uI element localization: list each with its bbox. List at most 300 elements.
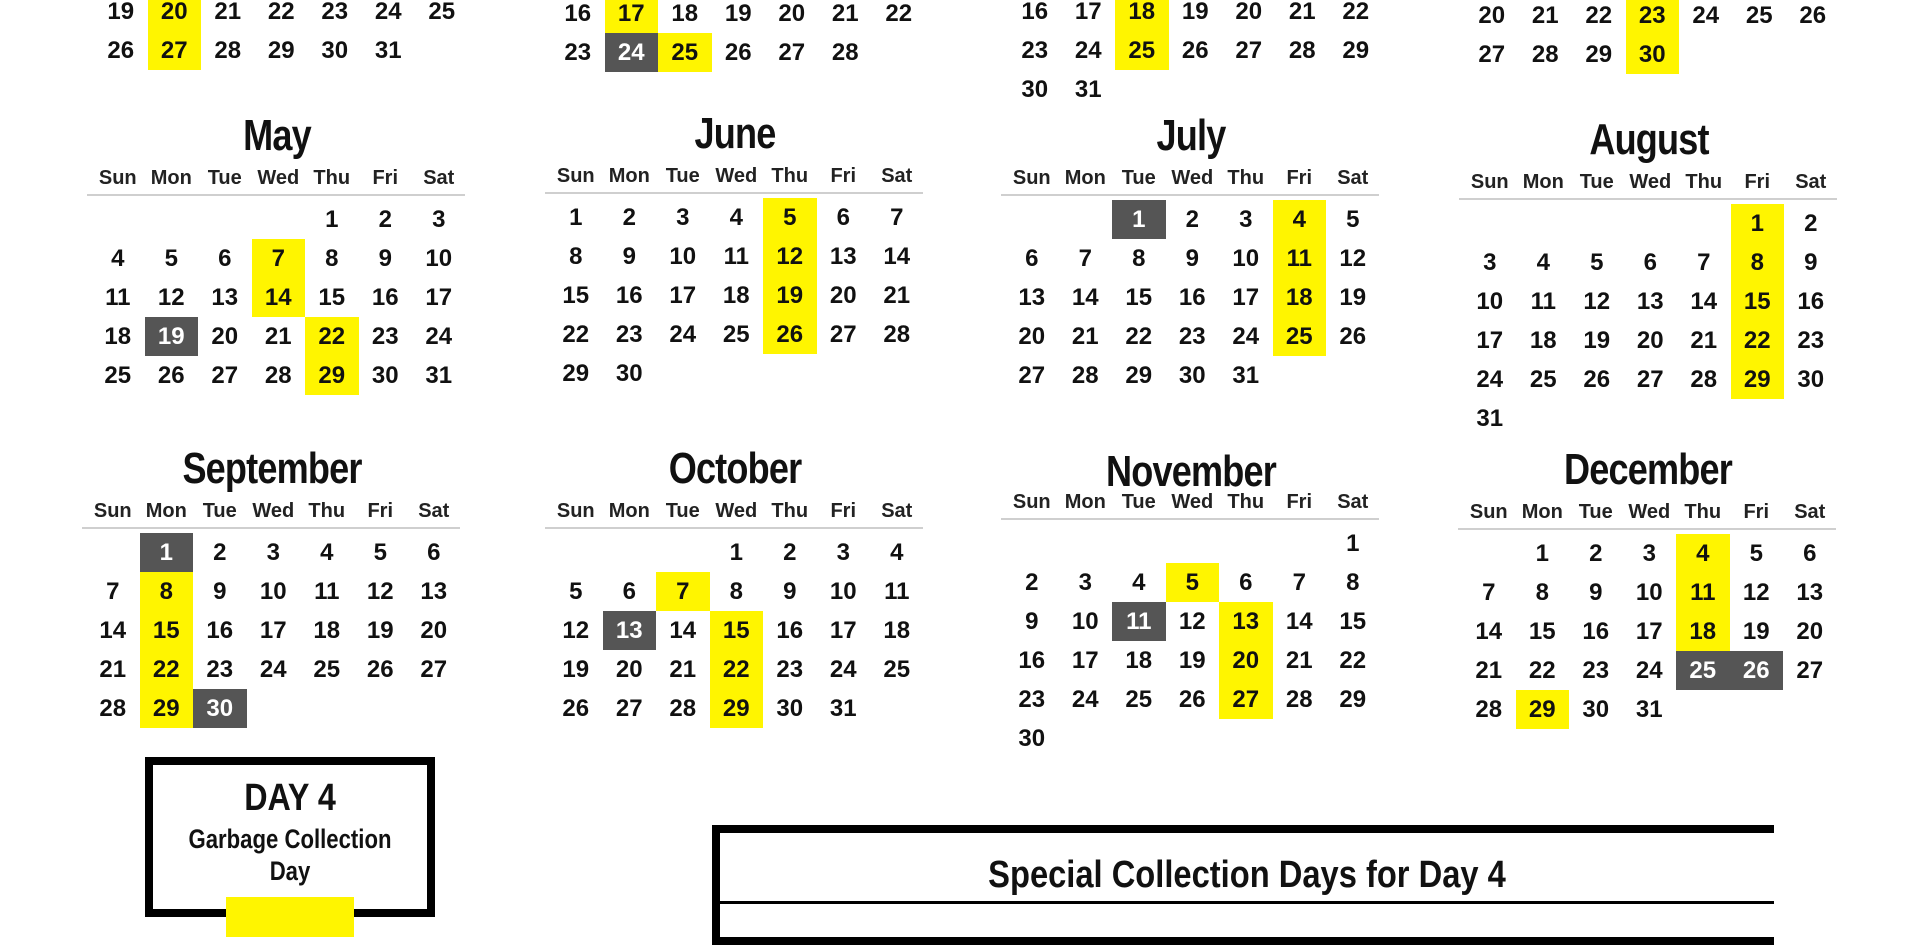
day-cell: 25 bbox=[1529, 366, 1557, 393]
day-cell: 12 bbox=[1178, 608, 1206, 635]
day-cell: 3 bbox=[1483, 249, 1497, 276]
day-cell: 17 bbox=[425, 284, 453, 311]
day-cell: 27 bbox=[1796, 657, 1824, 684]
day-cell: 30 bbox=[1018, 725, 1046, 752]
day-cell: 3 bbox=[676, 204, 690, 231]
collection-day-cell: 15 bbox=[710, 611, 764, 650]
weekday-label: Sat bbox=[1337, 167, 1369, 189]
day-grid bbox=[1001, 524, 1381, 758]
day-cell: 19 bbox=[1339, 284, 1367, 311]
day-cell: 13 bbox=[211, 284, 239, 311]
weekday-label: Fri bbox=[372, 167, 399, 189]
empty-day-cell bbox=[603, 533, 657, 572]
weekday-label: Sun bbox=[98, 167, 137, 189]
special-day-cell: 1 bbox=[140, 533, 194, 572]
day-cell: 19 bbox=[107, 0, 135, 25]
day-cell: 4 bbox=[111, 245, 125, 272]
empty-day-cell bbox=[656, 533, 710, 572]
day-cell: 2 bbox=[1589, 540, 1603, 567]
day-cell: 12 bbox=[157, 284, 185, 311]
weekday-header bbox=[82, 499, 460, 529]
day-cell: 30 bbox=[615, 360, 643, 387]
day-cell: 30 bbox=[1178, 362, 1206, 389]
month-title: August bbox=[1589, 115, 1709, 164]
day-cell: 17 bbox=[1476, 327, 1504, 354]
day-grid bbox=[1001, 200, 1381, 395]
collection-day-cell: 25 bbox=[658, 33, 712, 72]
day-cell: 5 bbox=[1590, 249, 1604, 276]
empty-day-cell bbox=[198, 200, 252, 239]
empty-day-cell bbox=[86, 533, 140, 572]
day-cell: 31 bbox=[1476, 405, 1504, 432]
day-cell: 19 bbox=[1583, 327, 1611, 354]
collection-day-cell: 7 bbox=[656, 572, 710, 611]
day-cell: 21 bbox=[264, 323, 292, 350]
collection-day-cell: 13 bbox=[1219, 602, 1273, 641]
day-cell: 7 bbox=[106, 578, 120, 605]
day-cell: 1 bbox=[729, 539, 743, 566]
day-cell: 7 bbox=[890, 204, 904, 231]
weekday-label: Tue bbox=[665, 165, 700, 187]
empty-day-cell bbox=[1677, 204, 1731, 243]
day-cell: 9 bbox=[783, 578, 797, 605]
weekday-label: Thu bbox=[1685, 171, 1723, 193]
day-cell: 2 bbox=[622, 204, 636, 231]
day-cell: 14 bbox=[1475, 618, 1503, 645]
day-cell: 11 bbox=[105, 284, 131, 311]
collection-day-cell: 4 bbox=[1676, 534, 1730, 573]
day-cell: 29 bbox=[562, 360, 590, 387]
collection-day-cell: 18 bbox=[1676, 612, 1730, 651]
day-cell: 14 bbox=[883, 243, 911, 270]
day-cell: 28 bbox=[1531, 41, 1559, 68]
legend-title: DAY 4 bbox=[244, 777, 336, 819]
month-title: November bbox=[1106, 447, 1276, 496]
weekday-header bbox=[1458, 500, 1836, 530]
day-cell: 21 bbox=[1475, 657, 1503, 684]
empty-day-cell bbox=[1112, 524, 1166, 563]
day-cell: 25 bbox=[722, 321, 750, 348]
empty-day-cell bbox=[1624, 204, 1678, 243]
collection-day-cell: 23 bbox=[1626, 0, 1680, 35]
collection-day-cell: 1 bbox=[1731, 204, 1785, 243]
collection-day-cell: 8 bbox=[140, 572, 194, 611]
day-cell: 21 bbox=[1288, 0, 1316, 25]
day-cell: 8 bbox=[1132, 245, 1146, 272]
day-grid bbox=[1459, 204, 1839, 438]
special-day-cell: 24 bbox=[605, 33, 659, 72]
weekday-label: Thu bbox=[771, 500, 809, 522]
day-cell: 28 bbox=[1475, 696, 1503, 723]
day-grid bbox=[545, 533, 925, 728]
day-cell: 3 bbox=[1078, 569, 1092, 596]
day-cell: 30 bbox=[776, 695, 804, 722]
special-day-cell: 26 bbox=[1730, 651, 1784, 690]
day-cell: 21 bbox=[883, 282, 911, 309]
day-cell: 4 bbox=[729, 204, 743, 231]
partial-month-2 bbox=[547, 0, 927, 72]
day-cell: 28 bbox=[669, 695, 697, 722]
day-cell: 8 bbox=[325, 245, 339, 272]
day-cell: 21 bbox=[214, 0, 242, 25]
day-cell: 12 bbox=[366, 578, 394, 605]
empty-day-cell bbox=[91, 200, 145, 239]
empty-day-cell bbox=[1219, 524, 1273, 563]
day-cell: 22 bbox=[885, 0, 913, 27]
day-cell: 22 bbox=[1339, 647, 1367, 674]
day-cell: 9 bbox=[1025, 608, 1039, 635]
day-cell: 22 bbox=[1585, 2, 1613, 29]
day-cell: 23 bbox=[1582, 657, 1610, 684]
day-cell: 1 bbox=[1535, 540, 1549, 567]
day-cell: 6 bbox=[218, 245, 232, 272]
day-cell: 8 bbox=[1535, 579, 1549, 606]
day-cell: 5 bbox=[569, 578, 583, 605]
collection-day-cell: 18 bbox=[1115, 0, 1169, 31]
weekday-label: Sun bbox=[556, 165, 595, 187]
day-cell: 30 bbox=[1021, 76, 1049, 103]
weekday-label: Sat bbox=[1795, 171, 1827, 193]
day-cell: 18 bbox=[883, 617, 911, 644]
day-cell: 26 bbox=[366, 656, 394, 683]
month-title: December bbox=[1564, 445, 1732, 494]
partial-month-1 bbox=[90, 0, 470, 70]
day-cell: 11 bbox=[1530, 288, 1556, 315]
day-cell: 29 bbox=[1585, 41, 1613, 68]
empty-day-cell bbox=[1059, 524, 1113, 563]
day-cell: 22 bbox=[1342, 0, 1370, 25]
day-cell: 16 bbox=[1021, 0, 1049, 25]
weekday-label: Sat bbox=[418, 500, 450, 522]
collection-day-cell: 12 bbox=[763, 237, 817, 276]
special-day-cell: 25 bbox=[1676, 651, 1730, 690]
month-october bbox=[545, 445, 925, 728]
day-cell: 2 bbox=[378, 206, 392, 233]
day-cell: 23 bbox=[1018, 686, 1046, 713]
collection-day-cell: 25 bbox=[1115, 31, 1169, 70]
weekday-label: Sat bbox=[881, 165, 913, 187]
day-cell: 14 bbox=[1690, 288, 1718, 315]
day-cell: 26 bbox=[1339, 323, 1367, 350]
day-cell: 7 bbox=[1292, 569, 1306, 596]
day-cell: 25 bbox=[104, 362, 132, 389]
day-cell: 4 bbox=[320, 539, 334, 566]
empty-day-cell bbox=[1329, 70, 1383, 109]
day-cell: 22 bbox=[1528, 657, 1556, 684]
empty-day-cell bbox=[1005, 524, 1059, 563]
day-cell: 27 bbox=[778, 39, 806, 66]
day-cell: 9 bbox=[213, 578, 227, 605]
weekday-label: Thu bbox=[1227, 491, 1265, 513]
month-august bbox=[1459, 116, 1839, 438]
day-cell: 7 bbox=[1697, 249, 1711, 276]
day-cell: 16 bbox=[1582, 618, 1610, 645]
day-cell: 25 bbox=[313, 656, 341, 683]
partial-grid-2 bbox=[547, 0, 927, 72]
empty-day-cell bbox=[1570, 204, 1624, 243]
weekday-label: Sat bbox=[881, 500, 913, 522]
day-cell: 20 bbox=[1478, 2, 1506, 29]
day-cell: 2 bbox=[1804, 210, 1818, 237]
partial-grid-1 bbox=[90, 0, 470, 70]
empty-day-cell bbox=[1222, 70, 1276, 109]
weekday-label: Mon bbox=[150, 167, 192, 189]
collection-day-cell: 8 bbox=[1731, 243, 1785, 282]
day-cell: 13 bbox=[1636, 288, 1664, 315]
weekday-label: Thu bbox=[1684, 501, 1722, 523]
collection-day-cell: 26 bbox=[763, 315, 817, 354]
day-cell: 24 bbox=[1635, 657, 1663, 684]
day-cell: 20 bbox=[211, 323, 239, 350]
day-cell: 26 bbox=[1583, 366, 1611, 393]
weekday-label: Wed bbox=[715, 500, 758, 522]
weekday-label: Sun bbox=[556, 500, 595, 522]
special-day-cell: 11 bbox=[1112, 602, 1166, 641]
partial-month-4 bbox=[1461, 0, 1841, 74]
legend-box bbox=[145, 757, 435, 917]
weekday-label: Mon bbox=[608, 500, 650, 522]
month-june bbox=[545, 110, 925, 393]
day-cell: 22 bbox=[267, 0, 295, 25]
weekday-label: Sat bbox=[423, 167, 455, 189]
day-cell: 25 bbox=[883, 656, 911, 683]
day-cell: 10 bbox=[1635, 579, 1663, 606]
day-cell: 28 bbox=[831, 39, 859, 66]
day-cell: 11 bbox=[884, 578, 910, 605]
weekday-label: Tue bbox=[1579, 171, 1614, 193]
day-cell: 31 bbox=[829, 695, 857, 722]
day-cell: 10 bbox=[829, 578, 857, 605]
weekday-label: Fri bbox=[830, 165, 857, 187]
day-cell: 27 bbox=[1235, 37, 1263, 64]
day-cell: 17 bbox=[1232, 284, 1260, 311]
day-cell: 23 bbox=[1178, 323, 1206, 350]
weekday-header bbox=[1001, 166, 1379, 196]
weekday-label: Sat bbox=[1794, 501, 1826, 523]
day-cell: 7 bbox=[1482, 579, 1496, 606]
day-cell: 4 bbox=[890, 539, 904, 566]
day-cell: 23 bbox=[1021, 37, 1049, 64]
day-cell: 28 bbox=[264, 362, 292, 389]
collection-day-cell: 11 bbox=[1273, 239, 1327, 278]
day-cell: 26 bbox=[724, 39, 752, 66]
day-cell: 5 bbox=[164, 245, 178, 272]
weekday-label: Wed bbox=[715, 165, 758, 187]
collection-day-cell: 17 bbox=[605, 0, 659, 33]
weekday-label: Fri bbox=[1286, 167, 1313, 189]
empty-day-cell bbox=[1005, 200, 1059, 239]
weekday-label: Fri bbox=[1286, 491, 1313, 513]
day-cell: 15 bbox=[1339, 608, 1367, 635]
weekday-label: Mon bbox=[1064, 491, 1106, 513]
weekday-label: Wed bbox=[1171, 167, 1214, 189]
day-cell: 30 bbox=[371, 362, 399, 389]
day-cell: 18 bbox=[1125, 647, 1153, 674]
day-cell: 20 bbox=[615, 656, 643, 683]
day-cell: 24 bbox=[669, 321, 697, 348]
weekday-label: Sun bbox=[93, 500, 132, 522]
day-cell: 11 bbox=[314, 578, 340, 605]
day-cell: 17 bbox=[1074, 0, 1102, 25]
collection-day-cell: 4 bbox=[1273, 200, 1327, 239]
weekday-label: Fri bbox=[830, 500, 857, 522]
collection-day-cell: 15 bbox=[140, 611, 194, 650]
collection-day-cell: 29 bbox=[1731, 360, 1785, 399]
empty-day-cell bbox=[549, 533, 603, 572]
weekday-label: Tue bbox=[202, 500, 237, 522]
weekday-label: Fri bbox=[1744, 171, 1771, 193]
day-cell: 26 bbox=[1178, 686, 1206, 713]
day-cell: 23 bbox=[615, 321, 643, 348]
day-cell: 28 bbox=[99, 695, 127, 722]
special-collection-box bbox=[712, 825, 1774, 945]
day-cell: 29 bbox=[1339, 686, 1367, 713]
day-cell: 21 bbox=[1285, 647, 1313, 674]
day-cell: 9 bbox=[378, 245, 392, 272]
day-cell: 31 bbox=[1074, 76, 1102, 103]
day-cell: 9 bbox=[622, 243, 636, 270]
empty-day-cell bbox=[1733, 35, 1787, 74]
day-cell: 10 bbox=[1071, 608, 1099, 635]
day-cell: 31 bbox=[425, 362, 453, 389]
day-cell: 26 bbox=[107, 37, 135, 64]
collection-day-cell: 30 bbox=[1626, 35, 1680, 74]
special-day-cell: 13 bbox=[603, 611, 657, 650]
day-cell: 9 bbox=[1185, 245, 1199, 272]
day-cell: 18 bbox=[1529, 327, 1557, 354]
weekday-header bbox=[545, 499, 923, 529]
day-grid bbox=[1458, 534, 1838, 729]
day-cell: 21 bbox=[1531, 2, 1559, 29]
day-cell: 6 bbox=[427, 539, 441, 566]
day-cell: 20 bbox=[778, 0, 806, 27]
day-cell: 3 bbox=[1642, 540, 1656, 567]
day-cell: 25 bbox=[1125, 686, 1153, 713]
day-cell: 24 bbox=[1692, 2, 1720, 29]
day-cell: 17 bbox=[1071, 647, 1099, 674]
day-cell: 17 bbox=[669, 282, 697, 309]
collection-day-cell: 22 bbox=[1731, 321, 1785, 360]
collection-day-cell: 22 bbox=[710, 650, 764, 689]
weekday-label: Tue bbox=[665, 500, 700, 522]
weekday-label: Thu bbox=[313, 167, 351, 189]
legend-subtitle: Garbage Collection Day bbox=[188, 824, 392, 886]
day-cell: 1 bbox=[325, 206, 339, 233]
collection-day-cell: 19 bbox=[763, 276, 817, 315]
day-cell: 16 bbox=[776, 617, 804, 644]
legend-swatch bbox=[226, 897, 354, 937]
day-cell: 8 bbox=[1346, 569, 1360, 596]
month-title: October bbox=[668, 444, 802, 493]
empty-day-cell bbox=[872, 33, 926, 72]
day-cell: 23 bbox=[371, 323, 399, 350]
empty-day-cell bbox=[1679, 35, 1733, 74]
day-cell: 26 bbox=[562, 695, 590, 722]
day-cell: 6 bbox=[622, 578, 636, 605]
collection-day-cell: 22 bbox=[305, 317, 359, 356]
weekday-label: Sun bbox=[1012, 491, 1051, 513]
day-cell: 3 bbox=[836, 539, 850, 566]
day-cell: 30 bbox=[1582, 696, 1610, 723]
day-cell: 16 bbox=[371, 284, 399, 311]
weekday-label: Wed bbox=[1171, 491, 1214, 513]
collection-day-cell: 5 bbox=[763, 198, 817, 237]
empty-day-cell bbox=[145, 200, 199, 239]
day-grid bbox=[82, 533, 462, 728]
month-november bbox=[1001, 448, 1381, 758]
day-cell: 17 bbox=[1635, 618, 1663, 645]
day-cell: 27 bbox=[420, 656, 448, 683]
day-cell: 19 bbox=[562, 656, 590, 683]
month-may bbox=[87, 112, 467, 395]
weekday-label: Fri bbox=[367, 500, 394, 522]
partial-grid-4 bbox=[1461, 0, 1841, 74]
day-cell: 21 bbox=[99, 656, 127, 683]
day-cell: 14 bbox=[1071, 284, 1099, 311]
day-cell: 27 bbox=[1478, 41, 1506, 68]
day-cell: 22 bbox=[1125, 323, 1153, 350]
day-cell: 27 bbox=[829, 321, 857, 348]
day-cell: 13 bbox=[829, 243, 857, 270]
day-cell: 10 bbox=[669, 243, 697, 270]
day-cell: 24 bbox=[1074, 37, 1102, 64]
day-cell: 18 bbox=[671, 0, 699, 27]
day-cell: 29 bbox=[267, 37, 295, 64]
day-cell: 25 bbox=[1745, 2, 1773, 29]
month-december bbox=[1458, 446, 1838, 729]
empty-day-cell bbox=[1786, 35, 1840, 74]
empty-day-cell bbox=[1169, 70, 1223, 109]
day-cell: 15 bbox=[1528, 618, 1556, 645]
day-cell: 22 bbox=[562, 321, 590, 348]
day-cell: 16 bbox=[615, 282, 643, 309]
day-cell: 9 bbox=[1589, 579, 1603, 606]
day-cell: 5 bbox=[1749, 540, 1763, 567]
day-cell: 20 bbox=[420, 617, 448, 644]
weekday-label: Wed bbox=[252, 500, 295, 522]
weekday-label: Mon bbox=[1521, 501, 1563, 523]
day-cell: 6 bbox=[1643, 249, 1657, 276]
month-title: May bbox=[243, 111, 311, 160]
day-cell: 28 bbox=[214, 37, 242, 64]
day-cell: 1 bbox=[1346, 530, 1360, 557]
collection-day-cell: 27 bbox=[1219, 680, 1273, 719]
day-cell: 18 bbox=[104, 323, 132, 350]
day-cell: 24 bbox=[1476, 366, 1504, 393]
weekday-header bbox=[545, 164, 923, 194]
day-cell: 16 bbox=[1178, 284, 1206, 311]
weekday-label: Mon bbox=[1064, 167, 1106, 189]
weekday-label: Wed bbox=[257, 167, 300, 189]
weekday-label: Thu bbox=[1227, 167, 1265, 189]
day-cell: 23 bbox=[206, 656, 234, 683]
weekday-label: Wed bbox=[1628, 501, 1671, 523]
day-cell: 24 bbox=[259, 656, 287, 683]
day-cell: 2 bbox=[783, 539, 797, 566]
weekday-label: Thu bbox=[771, 165, 809, 187]
day-cell: 31 bbox=[374, 37, 402, 64]
day-cell: 12 bbox=[1742, 579, 1770, 606]
day-cell: 9 bbox=[1804, 249, 1818, 276]
day-cell: 24 bbox=[425, 323, 453, 350]
day-cell: 21 bbox=[831, 0, 859, 27]
day-cell: 20 bbox=[1636, 327, 1664, 354]
day-cell: 26 bbox=[1799, 2, 1827, 29]
day-cell: 31 bbox=[1232, 362, 1260, 389]
day-cell: 24 bbox=[1232, 323, 1260, 350]
day-cell: 8 bbox=[729, 578, 743, 605]
weekday-label: Wed bbox=[1629, 171, 1672, 193]
